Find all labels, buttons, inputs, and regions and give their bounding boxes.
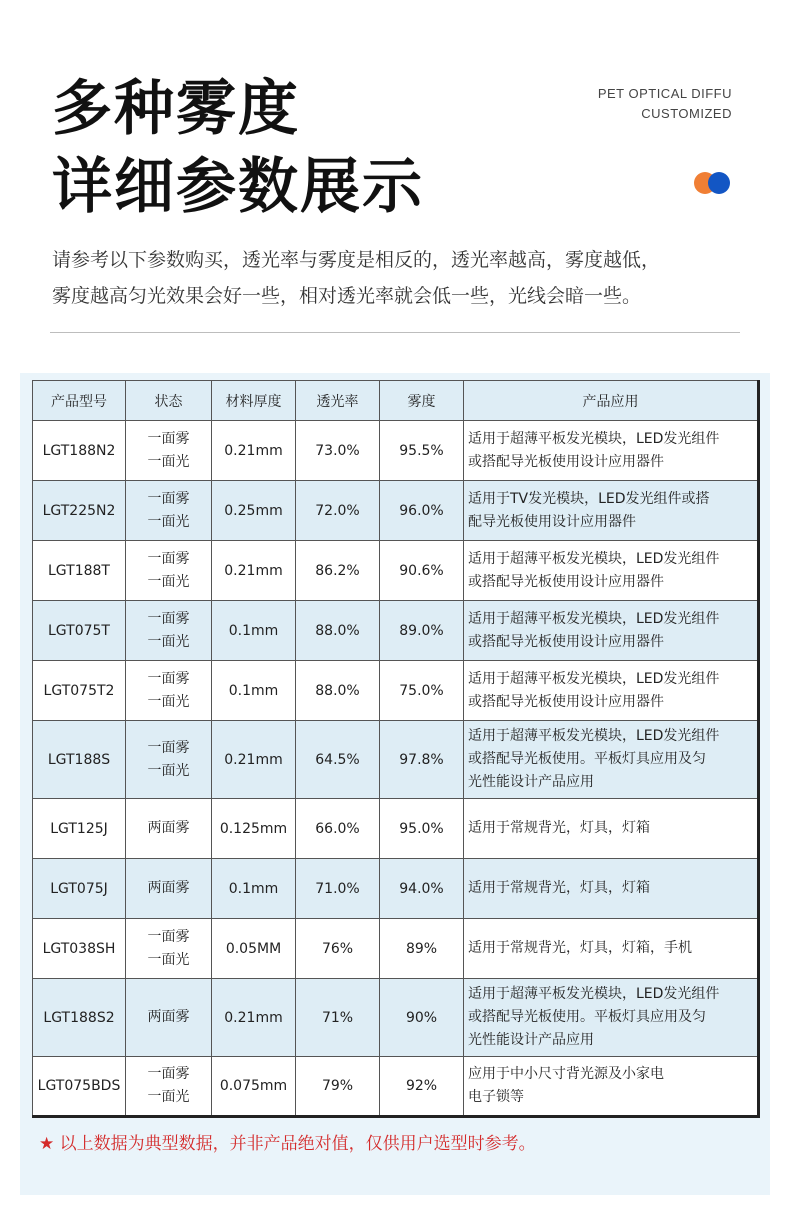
- cell-haze: [380, 421, 464, 481]
- cell-model-line: LGT188N2: [42, 442, 116, 459]
- cell-model-line: LGT188T: [48, 562, 110, 579]
- cell-thickness: [212, 919, 296, 979]
- cell-model-line: LGT188S2: [43, 1009, 115, 1026]
- cell-application-line: 或搭配导光板使用。平板灯具应用及匀: [468, 751, 706, 767]
- cell-transmittance: [296, 601, 380, 661]
- title-line-2: 详细参数展示: [52, 152, 424, 222]
- cell-application-line: 或搭配导光板使用。平板灯具应用及匀: [468, 1009, 706, 1025]
- cell-transmittance: [296, 541, 380, 601]
- table-header-row: [33, 381, 759, 421]
- cell-model-line: LGT125J: [50, 820, 108, 837]
- cell-transmittance: [296, 721, 380, 799]
- cell-haze-line: 94.0%: [399, 880, 444, 897]
- cell-transmittance: [296, 661, 380, 721]
- cell-model: [33, 601, 126, 661]
- decorative-dots: [694, 172, 734, 194]
- cell-application: [464, 919, 759, 979]
- cell-state: [126, 721, 212, 799]
- table-row: [33, 421, 759, 481]
- cell-model: [33, 661, 126, 721]
- cell-state: [126, 421, 212, 481]
- cell-haze-line: 90.6%: [399, 562, 444, 579]
- cell-application: [464, 979, 759, 1057]
- english-subtitle: [598, 84, 732, 124]
- cell-state-line: 一面雾: [147, 610, 190, 627]
- header-haze: 雾度: [380, 381, 464, 421]
- cell-model-line: LGT075T2: [43, 682, 115, 699]
- cell-application-line: 适用于超薄平板发光模块，LED发光组件: [468, 670, 720, 687]
- cell-thickness-line: 0.21mm: [224, 1009, 283, 1026]
- cell-state-line: 一面雾: [147, 550, 190, 567]
- cell-haze: [380, 919, 464, 979]
- table-row: [33, 1057, 759, 1117]
- cell-model: [33, 541, 126, 601]
- cell-transmittance: [296, 979, 380, 1057]
- cell-model: [33, 481, 126, 541]
- cell-application-line: 配导光板使用设计应用器件: [468, 513, 636, 530]
- cell-state-line: 一面光: [147, 633, 190, 650]
- cell-haze: [380, 541, 464, 601]
- cell-application-line: 或搭配导光板使用设计应用器件: [468, 693, 664, 710]
- cell-state-line: 两面雾: [147, 820, 190, 836]
- cell-transmittance-line: 72.0%: [315, 502, 360, 519]
- cell-state: [126, 1057, 212, 1117]
- blue-dot-icon: [708, 172, 730, 194]
- cell-model: [33, 859, 126, 919]
- english-line-2: CUSTOMIZED: [641, 106, 732, 121]
- cell-application-line: 适用于超薄平板发光模块，LED发光组件: [468, 728, 720, 744]
- page-title: [52, 70, 424, 226]
- intro-line-1: 请参考以下参数购买，透光率与雾度是相反的，透光率越高，雾度越低，: [52, 249, 661, 271]
- cell-thickness: [212, 481, 296, 541]
- cell-state-line: 一面光: [147, 573, 190, 590]
- cell-model-line: LGT225N2: [42, 502, 116, 519]
- cell-application: [464, 601, 759, 661]
- intro-line-2: 雾度越高匀光效果会好一些，相对透光率就会低一些，光线会暗一些。: [52, 285, 642, 307]
- intro-text: [52, 242, 752, 314]
- cell-transmittance-line: 71.0%: [315, 880, 360, 897]
- cell-state: [126, 541, 212, 601]
- cell-haze-line: 97.8%: [399, 751, 444, 768]
- header-model: 产品型号: [33, 381, 126, 421]
- cell-thickness-line: 0.1mm: [228, 622, 279, 639]
- cell-model: [33, 979, 126, 1057]
- cell-application-line: 光性能设计产品应用: [468, 1032, 594, 1048]
- cell-state: [126, 979, 212, 1057]
- cell-haze-line: 95.5%: [399, 442, 444, 459]
- cell-state-line: 一面雾: [147, 1066, 190, 1082]
- cell-thickness: [212, 859, 296, 919]
- cell-thickness-line: 0.25mm: [224, 502, 283, 519]
- cell-transmittance-line: 64.5%: [315, 751, 360, 768]
- cell-application-line: 适用于常规背光，灯具，灯箱: [468, 820, 650, 836]
- cell-state-line: 一面光: [147, 513, 190, 530]
- cell-transmittance-line: 79%: [321, 1078, 354, 1094]
- cell-application-line: 适用于常规背光，灯具，灯箱，手机: [468, 940, 692, 956]
- cell-haze-line: 89%: [405, 940, 438, 957]
- divider: [50, 332, 740, 333]
- cell-application: [464, 661, 759, 721]
- cell-application: [464, 481, 759, 541]
- cell-transmittance: [296, 799, 380, 859]
- table-row: [33, 859, 759, 919]
- cell-haze: [380, 481, 464, 541]
- cell-model-line: LGT188S: [47, 751, 111, 768]
- cell-state-line: 两面雾: [147, 1009, 190, 1025]
- cell-application-line: 光性能设计产品应用: [468, 774, 594, 790]
- cell-transmittance: [296, 919, 380, 979]
- header-thickness: 材料厚度: [212, 381, 296, 421]
- cell-application: [464, 859, 759, 919]
- cell-application-line: 或搭配导光板使用设计应用器件: [468, 633, 664, 650]
- cell-transmittance-line: 88.0%: [315, 682, 360, 699]
- footnote: ★ 以上数据为典型数据，并非产品绝对值，仅供用户选型时参考。: [39, 1134, 536, 1154]
- cell-application-line: 适用于超薄平板发光模块，LED发光组件: [468, 610, 720, 627]
- cell-haze-line: 75.0%: [399, 682, 444, 699]
- cell-application: [464, 721, 759, 799]
- cell-haze: [380, 979, 464, 1057]
- cell-thickness-line: 0.05MM: [225, 940, 282, 957]
- cell-application-line: 或搭配导光板使用设计应用器件: [468, 573, 664, 590]
- cell-transmittance-line: 86.2%: [315, 562, 360, 579]
- cell-application-line: 适用于TV发光模块，LED发光组件或搭: [468, 490, 710, 507]
- cell-model: [33, 1057, 126, 1117]
- cell-transmittance: [296, 1057, 380, 1117]
- cell-model: [33, 919, 126, 979]
- cell-state-line: 一面雾: [147, 739, 190, 756]
- cell-application: [464, 421, 759, 481]
- cell-application-line: 适用于超薄平板发光模块，LED发光组件: [468, 550, 720, 567]
- cell-application: [464, 541, 759, 601]
- cell-thickness-line: 0.21mm: [224, 751, 283, 768]
- cell-state-line: 一面光: [147, 762, 190, 779]
- cell-model-line: LGT038SH: [42, 940, 116, 957]
- header-transmittance: 透光率: [296, 381, 380, 421]
- header-application: 产品应用: [464, 381, 759, 421]
- cell-model-line: LGT075BDS: [37, 1078, 121, 1094]
- table-row: [33, 481, 759, 541]
- cell-model: [33, 721, 126, 799]
- cell-transmittance: [296, 481, 380, 541]
- cell-transmittance-line: 71%: [321, 1009, 354, 1026]
- cell-thickness: [212, 601, 296, 661]
- spec-table: [32, 380, 760, 1118]
- table-row: [33, 799, 759, 859]
- cell-transmittance-line: 73.0%: [315, 442, 360, 459]
- cell-transmittance: [296, 859, 380, 919]
- table-row: [33, 721, 759, 799]
- cell-thickness: [212, 799, 296, 859]
- cell-state-line: 一面雾: [147, 670, 190, 687]
- cell-haze-line: 89.0%: [399, 622, 444, 639]
- cell-thickness: [212, 661, 296, 721]
- cell-application: [464, 799, 759, 859]
- english-line-1: PET OPTICAL DIFFU: [597, 86, 732, 101]
- cell-model-line: LGT075J: [50, 880, 108, 897]
- table-row: [33, 541, 759, 601]
- cell-thickness-line: 0.1mm: [228, 880, 279, 897]
- cell-thickness-line: 0.1mm: [228, 682, 279, 699]
- table-row: [33, 919, 759, 979]
- cell-thickness: [212, 541, 296, 601]
- cell-application-line: 或搭配导光板使用设计应用器件: [468, 453, 664, 470]
- cell-thickness: [212, 721, 296, 799]
- cell-thickness-line: 0.21mm: [224, 562, 283, 579]
- cell-haze: [380, 799, 464, 859]
- cell-thickness: [212, 1057, 296, 1117]
- cell-state: [126, 661, 212, 721]
- cell-state: [126, 481, 212, 541]
- cell-haze: [380, 1057, 464, 1117]
- cell-haze-line: 96.0%: [399, 502, 444, 519]
- header-state: 状态: [126, 381, 212, 421]
- cell-haze: [380, 661, 464, 721]
- cell-haze: [380, 601, 464, 661]
- title-line-1: 多种雾度: [52, 74, 300, 144]
- cell-haze-line: 95.0%: [399, 820, 444, 837]
- cell-thickness-line: 0.21mm: [224, 442, 283, 459]
- cell-application-line: 适用于超薄平板发光模块，LED发光组件: [468, 986, 720, 1002]
- cell-state-line: 一面光: [147, 1089, 190, 1105]
- cell-application-line: 适用于常规背光，灯具，灯箱: [468, 880, 650, 896]
- cell-state-line: 一面雾: [147, 430, 190, 447]
- cell-state: [126, 601, 212, 661]
- cell-haze-line: 90%: [405, 1009, 438, 1026]
- cell-application-line: 应用于中小尺寸背光源及小家电: [468, 1066, 664, 1082]
- cell-state: [126, 919, 212, 979]
- cell-state: [126, 799, 212, 859]
- cell-state-line: 一面光: [147, 693, 190, 710]
- cell-haze: [380, 721, 464, 799]
- cell-haze-line: 92%: [405, 1078, 438, 1094]
- cell-application-line: 适用于超薄平板发光模块，LED发光组件: [468, 430, 720, 447]
- cell-thickness-line: 0.075mm: [219, 1078, 288, 1094]
- cell-state-line: 两面雾: [147, 880, 190, 896]
- cell-state-line: 一面光: [147, 951, 190, 968]
- cell-application-line: 电子锁等: [468, 1089, 524, 1105]
- cell-model: [33, 799, 126, 859]
- cell-model: [33, 421, 126, 481]
- cell-haze: [380, 859, 464, 919]
- cell-transmittance-line: 88.0%: [315, 622, 360, 639]
- cell-state-line: 一面光: [147, 453, 190, 470]
- cell-state-line: 一面雾: [147, 490, 190, 507]
- cell-thickness-line: 0.125mm: [219, 820, 288, 837]
- spec-panel: [20, 373, 770, 1195]
- table-row: [33, 661, 759, 721]
- cell-transmittance: [296, 421, 380, 481]
- cell-thickness: [212, 979, 296, 1057]
- cell-model-line: LGT075T: [48, 622, 110, 639]
- cell-state: [126, 859, 212, 919]
- table-row: [33, 601, 759, 661]
- cell-thickness: [212, 421, 296, 481]
- cell-state-line: 一面雾: [147, 928, 190, 945]
- cell-transmittance-line: 66.0%: [315, 820, 360, 837]
- table-row: [33, 979, 759, 1057]
- cell-application: [464, 1057, 759, 1117]
- cell-transmittance-line: 76%: [321, 940, 354, 957]
